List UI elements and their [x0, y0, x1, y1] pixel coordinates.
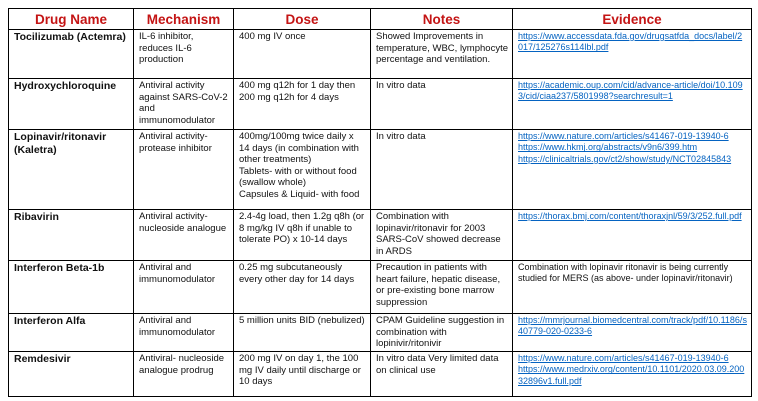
table-row [9, 352, 752, 397]
drug-name-cell: Remdesivir [9, 352, 134, 397]
drug-name-cell: Hydroxychloroquine [9, 79, 134, 130]
drug-name-cell: Ribavirin [9, 210, 134, 261]
dose-line: 400 mg IV once [239, 31, 306, 42]
evidence-text: Combination with lopinavir ritonavir is being currently studied for MERS (as above- under lopinavir/ritonavir) [518, 262, 733, 284]
notes-cell: Precaution in patients with heart failure, hepatic disease, or pre-existing bone marrow suppression [371, 261, 513, 314]
mechanism-cell: Antiviral- nucleoside analogue prodrug [134, 352, 234, 397]
mechanism-cell: Antiviral and immunomodulator [134, 261, 234, 314]
dose-line: 2.4-4g load, then 1.2g q8h (or 8 mg/kg IV q8h if unable to tolerate PO) x 10-14 days [239, 211, 365, 246]
dose-line: Capsules & Liquid- with food [239, 188, 360, 200]
mechanism-cell: Antiviral activity- nucleoside analogue [134, 210, 234, 261]
drug-table [8, 8, 752, 397]
table-row [9, 261, 752, 314]
column-header-notes: Notes [371, 9, 513, 30]
column-header-mechanism: Mechanism [134, 9, 234, 30]
drug-comparison-table [8, 8, 751, 397]
mechanism-cell: Antiviral activity against SARS-CoV-2 and immunomodulator [134, 79, 234, 130]
dose-line: 0.25 mg subcutaneously every other day for 14 days [239, 262, 355, 285]
evidence-link[interactable]: https://mmrjournal.biomedcentral.com/track/pdf/10.1186/s40779-020-0233-6 [518, 315, 747, 337]
dose-line: 400 mg q12h for 1 day then 200 mg q12h for 4 days [239, 80, 356, 103]
dose-cell [234, 210, 371, 261]
dose-line: Tablets- with or without food (swallow whole) [239, 165, 357, 189]
drug-name-cell: Interferon Alfa [9, 314, 134, 352]
dose-line: 200 mg IV on day 1, the 100 mg IV daily until discharge or 10 days [239, 353, 361, 388]
evidence-cell [513, 130, 752, 210]
notes-cell: In vitro data [371, 79, 513, 130]
mechanism-cell: Antiviral and immunomodulator [134, 314, 234, 352]
evidence-link[interactable]: https://clinicaltrials.gov/ct2/show/study/NCT02845843 [518, 153, 732, 164]
dose-cell [234, 261, 371, 314]
evidence-cell [513, 352, 752, 397]
dose-line: 400mg/100mg twice daily x 14 days (in combination with other treatments) [239, 131, 359, 166]
dose-cell [234, 352, 371, 397]
evidence-link[interactable]: https://academic.oup.com/cid/advance-article/doi/10.1093/cid/ciaa237/5801998?searchresult=1 [518, 80, 743, 102]
column-header-drug-name: Drug Name [9, 9, 134, 30]
table-row [9, 130, 752, 210]
evidence-link[interactable]: https://thorax.bmj.com/content/thoraxjnl/59/3/252.full.pdf [518, 211, 742, 221]
notes-cell: In vitro data [371, 130, 513, 210]
evidence-cell [513, 261, 752, 314]
table-row [9, 30, 752, 79]
notes-cell: Showed Improvements in temperature, WBC, lymphocyte percentage and ventilation. [371, 30, 513, 79]
drug-name-cell: Lopinavir/ritonavir (Kaletra) [9, 130, 134, 210]
drug-table-body [9, 30, 752, 397]
table-row [9, 210, 752, 261]
column-header-dose: Dose [234, 9, 371, 30]
evidence-cell [513, 79, 752, 130]
evidence-link[interactable]: https://www.hkmj.org/abstracts/v9n6/399.htm [518, 142, 698, 153]
mechanism-cell: IL-6 inhibitor, reduces IL-6 production [134, 30, 234, 79]
drug-name-cell: Tocilizumab (Actemra) [9, 30, 134, 79]
dose-cell [234, 30, 371, 79]
dose-cell [234, 130, 371, 210]
notes-cell: CPAM Guideline suggestion in combination with lopinivir/ritonivir [371, 314, 513, 352]
notes-cell: In vitro data Very limited data on clinical use [371, 352, 513, 397]
evidence-link[interactable]: https://www.accessdata.fda.gov/drugsatfda_docs/label/2017/125276s114lbl.pdf [518, 31, 743, 53]
dose-cell [234, 79, 371, 130]
evidence-link[interactable]: https://www.nature.com/articles/s41467-019-13940-6 [518, 353, 729, 363]
drug-name-cell: Interferon Beta-1b [9, 261, 134, 314]
header-row [9, 9, 752, 30]
notes-cell: Combination with lopinavir/ritonavir for 2003 SARS-CoV showed decrease in ARDS [371, 210, 513, 261]
dose-line: 5 million units BID (nebulized) [239, 315, 365, 326]
table-row [9, 79, 752, 130]
evidence-cell [513, 314, 752, 352]
evidence-cell [513, 30, 752, 79]
evidence-cell [513, 210, 752, 261]
mechanism-cell: Antiviral activity- protease inhibitor [134, 130, 234, 210]
evidence-link[interactable]: https://www.medrxiv.org/content/10.1101/2020.03.09.20032896v1.full.pdf [518, 364, 745, 386]
table-row [9, 314, 752, 352]
evidence-link[interactable]: https://www.nature.com/articles/s41467-019-13940-6 [518, 131, 729, 141]
column-header-evidence: Evidence [513, 9, 752, 30]
dose-cell [234, 314, 371, 352]
